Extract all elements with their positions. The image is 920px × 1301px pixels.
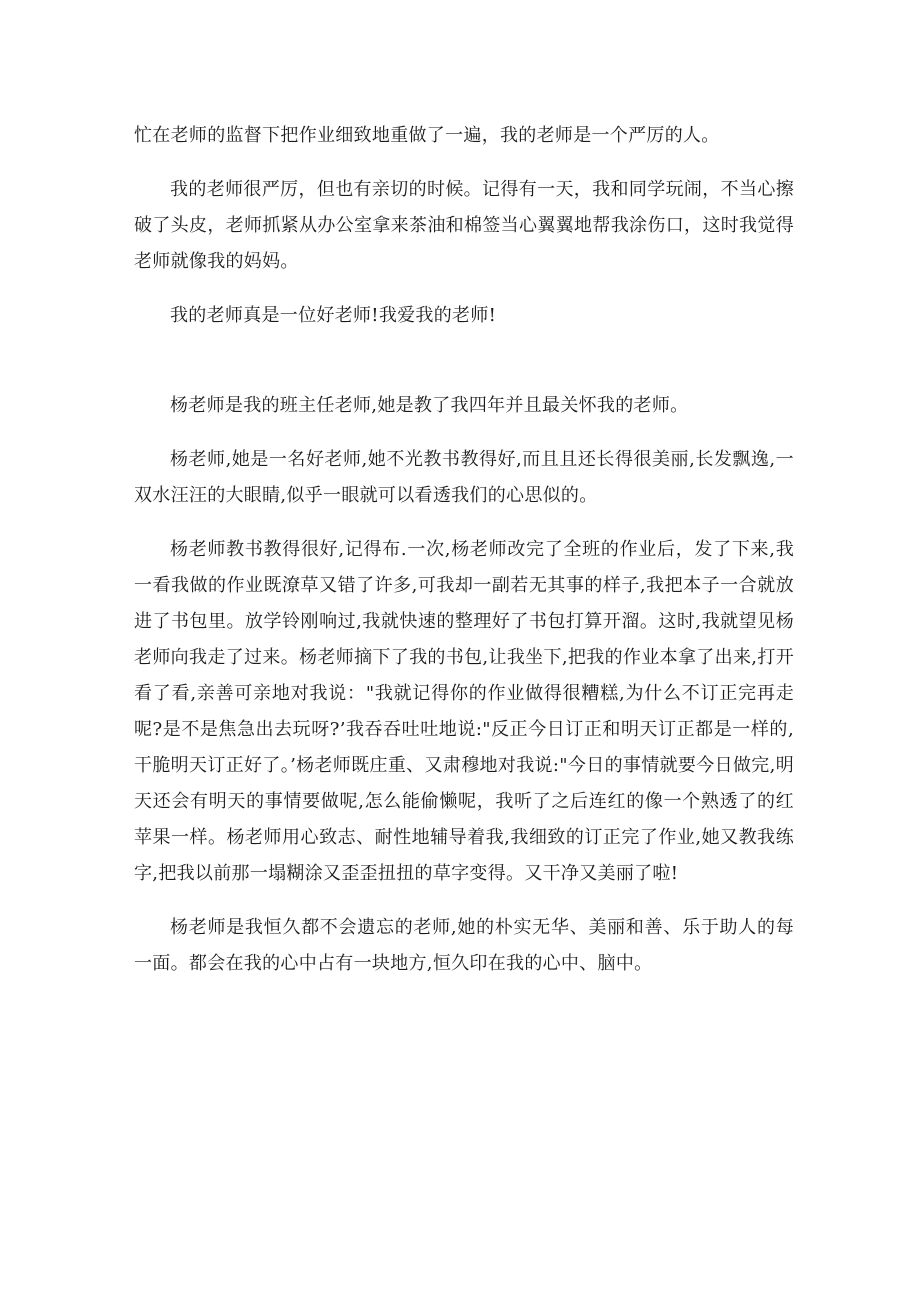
document-body (134, 118, 794, 1000)
paragraph: 我的老师很严厉，但也有亲切的时候。记得有一天，我和同学玩闹，不当心擦破了头皮，老师抓紧从办公室拿来茶油和棉签当心翼翼地帮我涂伤口，这时我觉得老师就像我的妈妈。 (134, 179, 794, 272)
paragraph: 杨老师,她是一名好老师,她不光教书教得好,而且且还长得很美丽,长发飘逸,一双水汪汪的大眼睛,似乎一眼就可以看透我们的心思似的。 (134, 449, 794, 506)
paragraph: 我的老师真是一位好老师!我爱我的老师! (170, 305, 497, 326)
section-divider (134, 352, 794, 388)
paragraph: 杨老师教书教得很好,记得布.一次,杨老师改完了全班的作业后，发了下来,我一看我做的作业既潦草又错了许多,可我却一副若无其事的样子,我把本子一合就放进了书包里。放学铃刚响过,我就快速的整理好了书包打算开溜。这时,我就望见杨老师向我走了过来。杨老师摘下了我的书包,让我坐下,把我的作业本拿了出来,打开看了看,亲善可亲地对我说："我就记得你的作业做得很糟糕,为什么不订正完再走呢?是不是焦急出去玩呀?’我吞吞吐吐地说:"反正今日订正和明天订正都是一样的,干脆明天订正好了。’杨老师既庄重、又肃穆地对我说:"今日的事情就要今日做完,明天还会有明天的事情要做呢,怎么能偷懒呢，我听了之后连红的像一个熟透了的红苹果一样。杨老师用心致志、耐性地辅导着我,我细致的订正完了作业,她又教我练字,把我以前那一塌糊涂又歪歪扭扭的草字变得。又干净又美丽了啦! (134, 539, 794, 884)
paragraph: 杨老师是我的班主任老师,她是教了我四年并且最关怀我的老师。 (170, 395, 689, 416)
paragraph-continuation: 忙在老师的监督下把作业细致地重做了一遍，我的老师是一个严厉的人。 (134, 125, 720, 146)
paragraph: 杨老师是我恒久都不会遗忘的老师,她的朴实无华、美丽和善、乐于助人的每一面。都会在我的心中占有一块地方,恒久印在我的心中、脑中。 (134, 917, 794, 974)
